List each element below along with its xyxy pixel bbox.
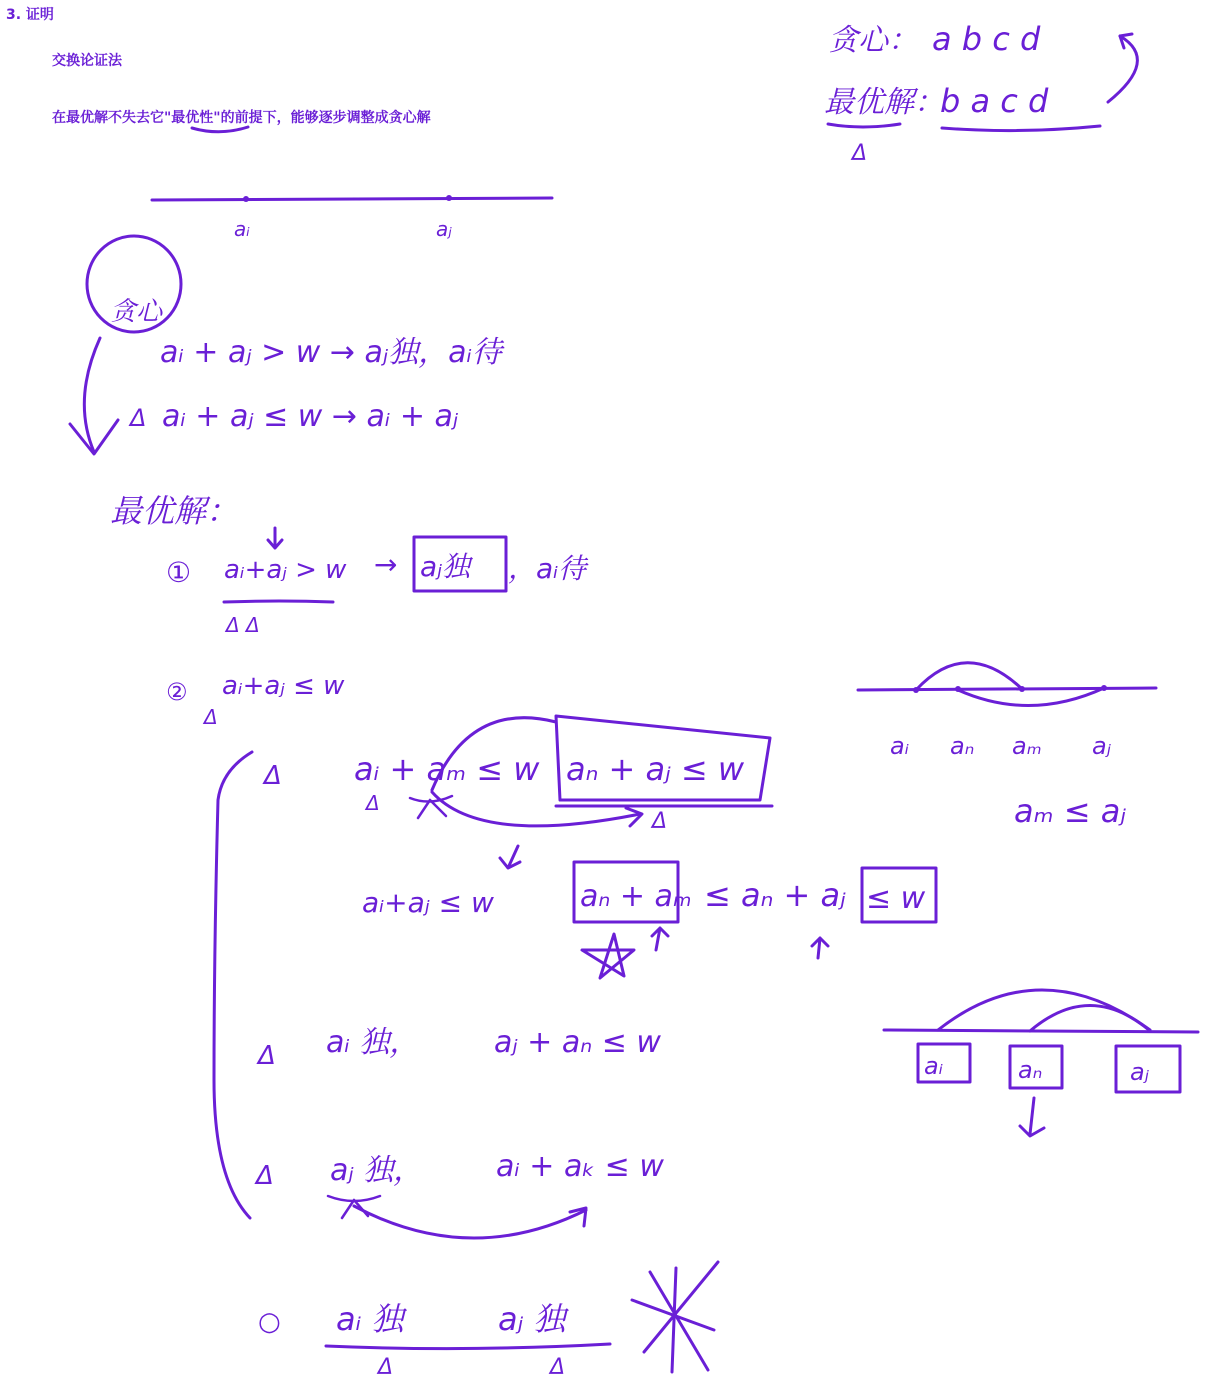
cross-out-mark [632,1262,718,1372]
case2-condition: aᵢ+aⱼ ≤ w [222,671,345,701]
derive-box-1-text: aₙ + aₘ [580,879,692,914]
derive-box-2-text: ≤ w [866,881,926,916]
point-ai [243,196,249,202]
greedy-rule-2-mark: Δ [130,404,147,432]
cases-brace [214,752,252,1218]
optimal-label: 最优解： [824,85,944,120]
optimal-heading: 最优解： [110,492,239,530]
sub4-underline [326,1344,610,1349]
case1-box-text: aⱼ独 [420,550,471,583]
line1-label-aj: aⱼ [436,217,452,241]
method-title: 交换论证法 [52,53,122,69]
up-arrow-1 [652,928,668,950]
point-aj [446,195,452,201]
case1-arrow: → [374,548,398,581]
case1-underline [224,601,333,602]
optimal-mark: Δ [852,141,868,166]
diagram1-label-am: aₘ [1012,732,1042,760]
derive-mid: ≤ aₙ + aⱼ [704,876,846,914]
diagram2-label-an: aₙ [1018,1056,1043,1084]
derive-left: aᵢ+aⱼ ≤ w [362,886,494,919]
sub1-mark: Δ [264,761,282,791]
greedy-circle-label: 贪心 [110,297,163,327]
sub1-under-right: Δ [652,809,668,834]
case2-number: ② [166,678,188,706]
line1-label-ai: aᵢ [234,217,250,241]
sub1-under-left: Δ [366,791,380,815]
sub1-box-text: aₙ + aⱼ ≤ w [566,750,745,788]
sub1-left: aᵢ + aₘ ≤ w [354,750,540,788]
diagram1-relation: aₘ ≤ aⱼ [1014,792,1126,830]
diagram2-down-arrow [1020,1098,1044,1136]
emphasis-underline [192,127,248,132]
section-heading: 3. 证明 [6,7,54,23]
optimal-label-underline [828,124,900,127]
principle-text: 在最优解不失去它"最优性"的前提下，能够逐步调整成贪心解 [52,110,431,126]
case2-mark: Δ [204,705,218,729]
sub2-left: aᵢ 独， [326,1025,420,1060]
sub3-mark: Δ [256,1161,274,1191]
down-arrow-2 [500,846,520,868]
optimal-sequence: b a c d [940,82,1049,120]
sub4-mark: ○ [258,1307,281,1337]
greedy-flow-arrow [84,338,100,452]
greedy-sequence: a b c d [932,20,1041,58]
case1-condition: aᵢ+aⱼ > w [224,555,347,585]
greedy-rule-1: aᵢ + aⱼ > w → aⱼ独，aᵢ待 [160,335,502,370]
sub1-arc-bottom [432,792,640,826]
star-icon [582,934,634,978]
sub1-swap-marker [410,796,452,818]
greedy-label: 贪心： [828,23,918,58]
diagram1-line [858,688,1156,690]
diagram2-label-ai: aᵢ [924,1052,943,1080]
down-arrow-1 [268,528,282,548]
up-arrow-2 [812,938,828,958]
sub2-right: aⱼ + aₙ ≤ w [494,1025,661,1060]
case1-marks: Δ Δ [226,613,260,637]
case1-rest: ，aᵢ待 [508,552,587,585]
sub4-left: aᵢ 独 [336,1300,404,1338]
sub2-mark: Δ [258,1041,276,1071]
diagram1-arc-top [916,663,1022,690]
sub4-right: aⱼ 独 [498,1300,566,1338]
sub3-left: aⱼ 独， [330,1153,424,1188]
diagram2-arc-inner [1030,1006,1150,1032]
diagram2-label-aj: aⱼ [1130,1058,1149,1086]
diagram1-label-aj: aⱼ [1092,732,1111,760]
sub4-mark-left: Δ [378,1355,394,1379]
diagram1-label-an: aₙ [950,732,975,760]
case1-number: ① [166,556,192,589]
number-line-1 [152,198,552,200]
sub3-right: aᵢ + aₖ ≤ w [496,1149,664,1184]
sub3-arc [354,1206,586,1238]
greedy-rule-2: aᵢ + aⱼ ≤ w → aᵢ + aⱼ [162,399,459,434]
optimal-sequence-underline [942,126,1100,131]
diagram1-label-ai: aᵢ [890,732,909,760]
sub4-mark-right: Δ [550,1355,566,1379]
